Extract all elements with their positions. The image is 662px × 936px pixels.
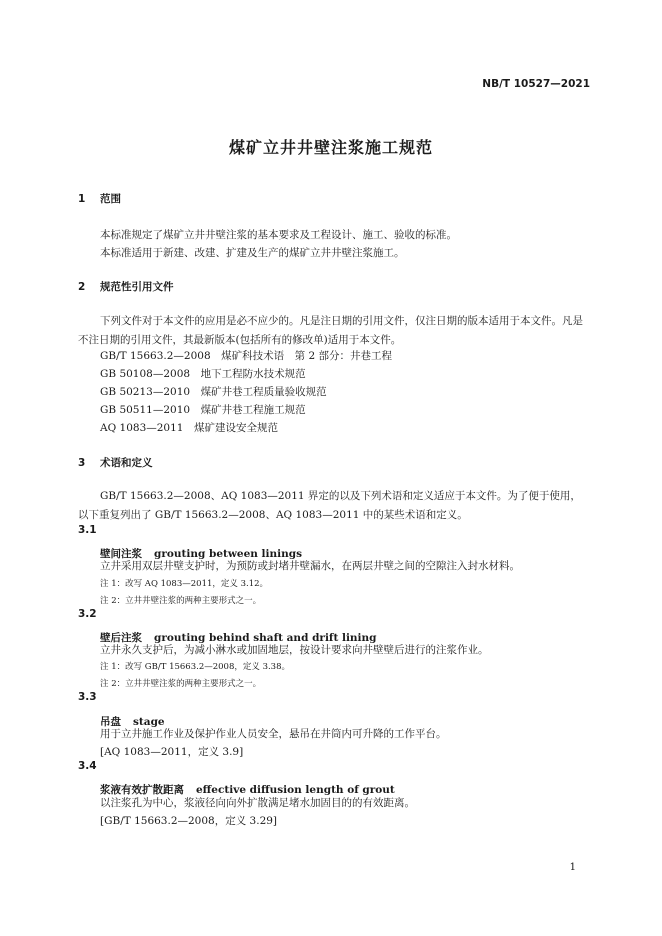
page-number: 1 (569, 862, 576, 873)
standard-number: NB/T 10527—2021 (482, 78, 590, 90)
term-note: 注 1：改写 AQ 1083—2011，定义 3.12。 (100, 579, 269, 589)
section-number: 2 (78, 281, 86, 293)
terms-intro: GB/T 15663.2—2008、AQ 1083—2011 界定的以及下列术语和定义适应于本文件。为了便于使用，以下重复列出了 GB/T 15663.2—2008、AQ 1083—2011 中的某些术语和定义。 (78, 490, 581, 521)
term-definition: 立井永久支护后，为减小淋水或加固地层，按设计要求向井壁壁后进行的注浆作业。 (100, 644, 489, 656)
reference-item: GB 50108—2008 地下工程防水技术规范 (100, 368, 306, 380)
section-number: 3 (78, 457, 86, 469)
scope-paragraph-2: 本标准适用于新建、改建、扩建及生产的煤矿立井井壁注浆施工。 (100, 247, 405, 259)
term-number: 3.3 (78, 691, 97, 703)
section-title: 术语和定义 (100, 457, 153, 469)
term-note: 注 2：立井井壁注浆的两种主要形式之一。 (100, 679, 262, 689)
term-note: 注 1：改写 GB/T 15663.2—2008，定义 3.38。 (100, 662, 290, 672)
reference-item: GB 50213—2010 煤矿井巷工程质量验收规范 (100, 386, 327, 398)
term-number: 3.1 (78, 524, 97, 536)
section-title: 范围 (100, 193, 121, 205)
term-english: grouting between linings (154, 548, 303, 560)
section-heading-normative (78, 279, 174, 294)
term-source: [AQ 1083—2011，定义 3.9] (100, 746, 244, 758)
document-title: 煤矿立井井壁注浆施工规范 (228, 138, 433, 157)
section-number: 1 (78, 193, 86, 205)
term-english: stage (133, 716, 165, 728)
section-title: 规范性引用文件 (100, 281, 174, 293)
scope-paragraph-1: 本标准规定了煤矿立井井壁注浆的基本要求及工程设计、施工、验收的标准。 (100, 229, 457, 241)
term-chinese: 浆液有效扩散距离 (100, 784, 184, 796)
term-definition: 立井采用双层井壁支护时，为预防或封堵井壁漏水，在两层井壁之间的空隙注入封水材料。 (100, 560, 520, 572)
term-definition: 以注浆孔为中心，浆液径向向外扩散满足堵水加固目的的有效距离。 (100, 797, 415, 809)
normative-intro: 下列文件对于本文件的应用是必不应少的。凡是注日期的引用文件，仅注日期的版本适用于本文件。凡是不注日期的引用文件，其最新版本(包括所有的修改单)适用于本文件。 (78, 315, 583, 346)
term-chinese: 壁间注浆 (100, 548, 142, 560)
term-chinese: 壁后注浆 (100, 632, 142, 644)
term-english: effective diffusion length of grout (196, 784, 395, 796)
term-note: 注 2：立井井壁注浆的两种主要形式之一。 (100, 596, 262, 606)
term-chinese: 吊盘 (100, 716, 121, 728)
reference-item: GB/T 15663.2—2008 煤矿科技术语 第 2 部分：井巷工程 (100, 350, 392, 362)
reference-item: AQ 1083—2011 煤矿建设安全规范 (100, 422, 278, 434)
section-heading-scope (78, 191, 121, 206)
reference-item: GB 50511—2010 煤矿井巷工程施工规范 (100, 404, 306, 416)
term-source: [GB/T 15663.2—2008，定义 3.29] (100, 815, 278, 827)
term-number: 3.4 (78, 760, 97, 772)
term-definition: 用于立井施工作业及保护作业人员安全，悬吊在井筒内可升降的工作平台。 (100, 728, 447, 740)
section-heading-terms (78, 455, 153, 470)
term-number: 3.2 (78, 608, 97, 620)
term-english: grouting behind shaft and drift lining (154, 632, 377, 644)
